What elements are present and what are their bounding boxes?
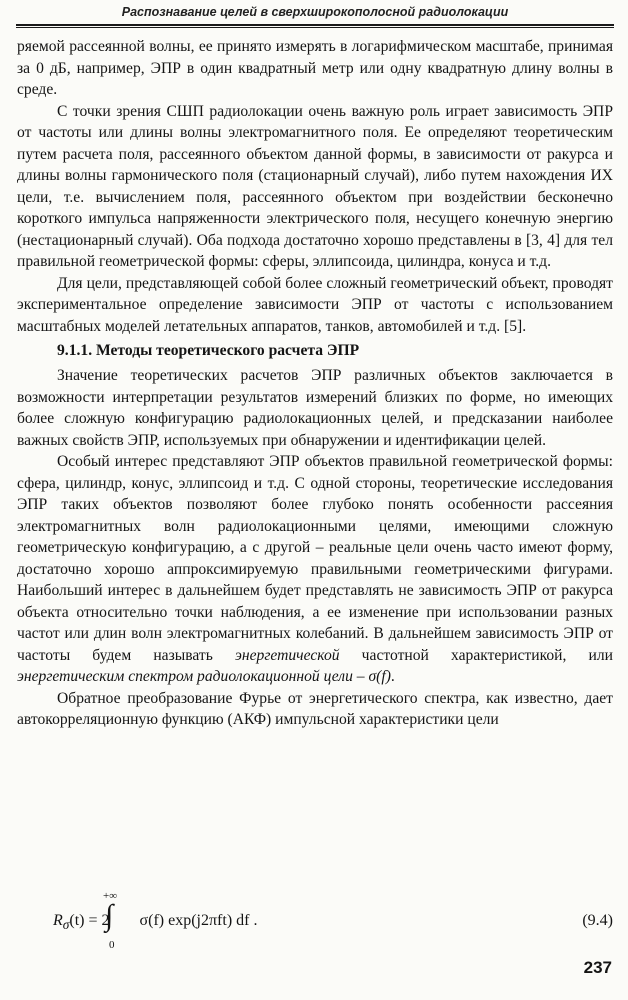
header-rule-thin: [16, 27, 614, 28]
paragraph-continuation: ряемой рассеянной волны, ее принято измерять в логарифмическом масштабе, принимая за 0 дБ, например, ЭПР в один квадратный метр или одну квадратную длину волны в среде.: [17, 38, 613, 98]
equation-number: (9.4): [582, 912, 613, 929]
inline-end: .: [390, 668, 395, 685]
running-header: Распознавание целей в сверхширокополосной радиолокации: [121, 5, 509, 19]
paragraph-regular-shapes: [17, 451, 613, 688]
formula-lhs-sub: σ: [62, 917, 70, 933]
formula-upper-limit: +∞: [103, 890, 118, 902]
term-energetic: энергетической: [234, 646, 340, 664]
term-energy-spectrum: энергетическим спектром радиолокационной цели – σ(f): [17, 668, 391, 685]
paragraph-frequency-dependence: С точки зрения СШП радиолокации очень важную роль играет зависимость ЭПР от частоты или длины волны электромагнитного поля. Ее определяют теоретическим путем расчета поля, рассеянного объектом данной формы, в зависимости от ракурса и длины волны гармонического поля (стационарный случай), либо путем нахождения ИХ цели, т.е. вычислением поля, рассеянного объектом при воздействии бесконечно короткого импульса напряженности электрического поля, несущего конечную энергию (нестационарный случай). Оба подхода достаточно хорошо представлены в [3, 4] для тел правильной геометрической формы: сферы, эллипсоида, цилиндра, конуса и т.д.: [17, 102, 613, 270]
paragraph-experimental: Для цели, представляющей собой более сложный геометрический объект, проводят экспериментальное определение зависимости ЭПР от частоты с использованием масштабных моделей летательных аппаратов, танков, автомобилей и т.д. [5].: [17, 274, 613, 335]
page-body: [17, 36, 613, 731]
equation-expression: [53, 912, 257, 933]
formula-integrand: σ(f) exp(j2πft) df .: [139, 912, 258, 929]
section-heading: 9.1.1. Методы теоретического расчета ЭПР: [57, 342, 360, 359]
inline-between: частотной характеристикой, или: [339, 646, 613, 664]
paragraph-regular-shapes-text: Особый интерес представляют ЭПР объектов правильной геометрической формы: сфера, цилиндр, конус, эллипсоид и т.д. С одной стороны, теоретические исследования ЭПР таких объектов позволяют более глубоко понять особенности рассеяния электромагнитных волн радиолокационными целями, имеющими сложную геометрическую конфигурацию, а с другой – реальные цели очень часто имеют форму, достаточно хорошо аппроксимируемую правильными геометрическими фигурами. Наибольший интерес в дальнейшем будет представлять не зависимость ЭПР от ракурса объекта относительно точки наблюдения, а ее изменение при использовании разных частот или длин волн электромагнитных колебаний. В дальнейшем зависимость ЭПР от частоты будем называть: [17, 453, 613, 664]
integral-sign: ∫: [105, 899, 114, 932]
formula-lhs: R: [53, 912, 63, 929]
formula-lhs-arg: (t) = 2: [69, 912, 110, 929]
paragraph-fourier: Обратное преобразование Фурье от энергетического спектра, как известно, дает автокорреляционную функцию (АКФ) импульсной характеристики цели: [17, 689, 613, 728]
header-rule-thick: [16, 24, 614, 26]
formula-lower-limit: 0: [109, 939, 115, 951]
page-number: 237: [583, 958, 612, 977]
equation-9-4: [17, 892, 613, 962]
paragraph-theory-value: Значение теоретических расчетов ЭПР различных объектов заключается в возможности интерпретации результатов измерений близких по форме, но имеющих более сложную конфигурацию радиолокационных целей, и предсказании наиболее важных свойств ЭПР, используемых при обнаружении и идентификации целей.: [17, 367, 613, 449]
